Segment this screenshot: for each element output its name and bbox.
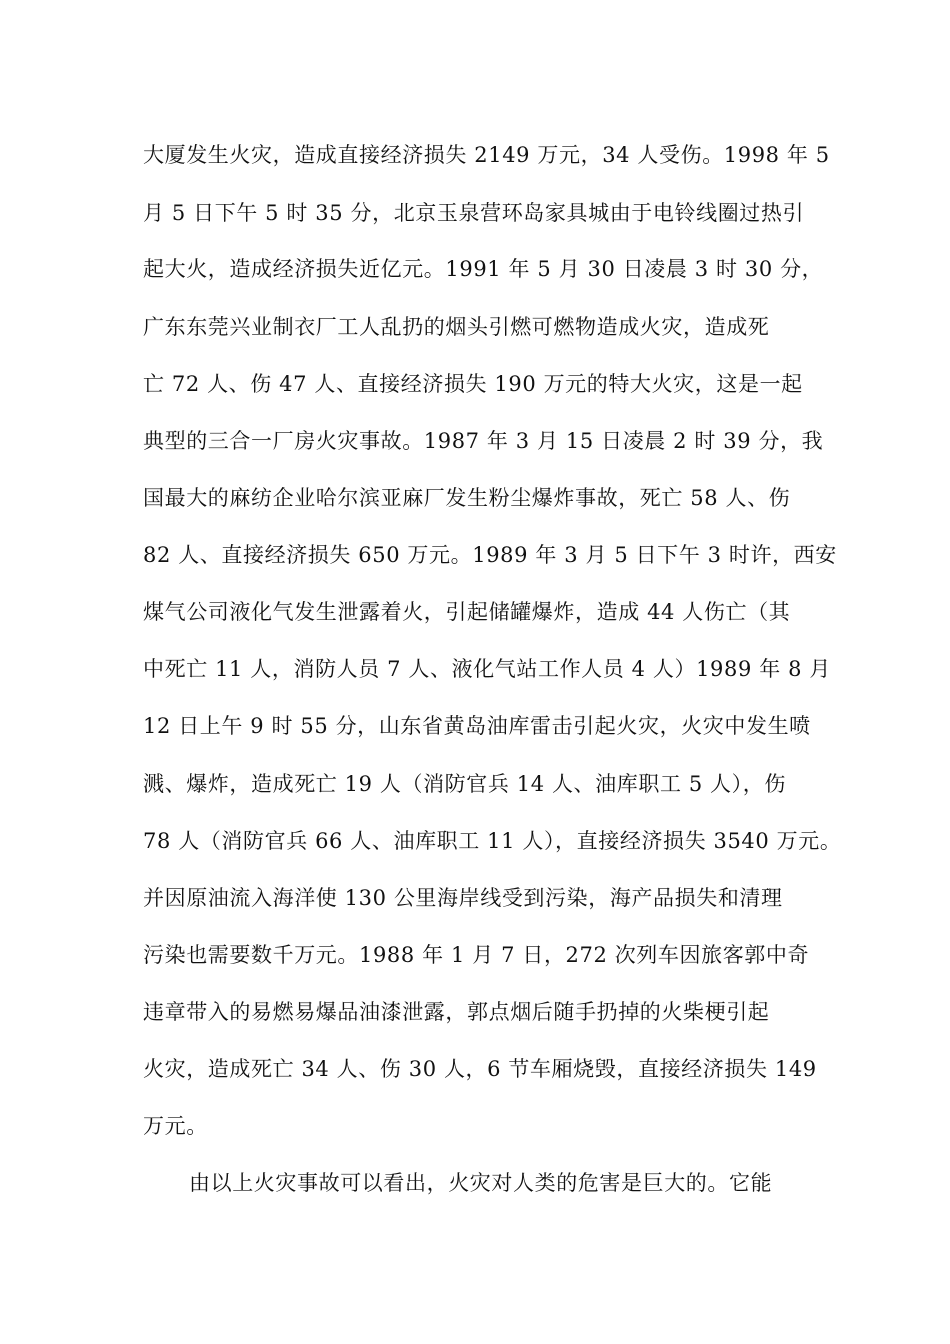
- text-line: 起大火，造成经济损失近亿元。1991 年 5 月 30 日凌晨 3 时 30 分，: [143, 257, 824, 281]
- text-line: 污染也需要数千万元。1988 年 1 月 7 日，272 次列车因旅客郭中奇: [143, 943, 810, 967]
- text-line: 并因原油流入海洋使 130 公里海岸线受到污染，海产品损失和清理: [143, 886, 783, 910]
- text-line: 溅、爆炸，造成死亡 19 人（消防官兵 14 人、油库职工 5 人），伤: [143, 772, 786, 796]
- text-line: 亡 72 人、伤 47 人、直接经济损失 190 万元的特大火灾，这是一起: [143, 372, 803, 396]
- text-line: 12 日上午 9 时 55 分，山东省黄岛油库雷击引起火灾，火灾中发生喷: [143, 714, 811, 738]
- text-line: 大厦发生火灾，造成直接经济损失 2149 万元，34 人受伤。1998 年 5: [143, 143, 830, 167]
- text-line: 由以上火灾事故可以看出，火灾对人类的危害是巨大的。它能: [189, 1171, 773, 1195]
- text-line: 违章带入的易燃易爆品油漆泄露，郭点烟后随手扔掉的火柴梗引起: [143, 1000, 770, 1024]
- text-line: 月 5 日下午 5 时 35 分，北京玉泉营环岛家具城由于电铃线圈过热引: [143, 201, 805, 225]
- text-line: 82 人、直接经济损失 650 万元。1989 年 3 月 5 日下午 3 时许，西安: [143, 543, 837, 567]
- text-line: 典型的三合一厂房火灾事故。1987 年 3 月 15 日凌晨 2 时 39 分，我: [143, 429, 824, 453]
- text-line: 国最大的麻纺企业哈尔滨亚麻厂发生粉尘爆炸事故，死亡 58 人、伤: [143, 486, 791, 510]
- text-line: 万元。: [143, 1114, 208, 1138]
- text-line: 广东东莞兴业制衣厂工人乱扔的烟头引燃可燃物造成火灾，造成死: [143, 315, 770, 339]
- text-line: 火灾，造成死亡 34 人、伤 30 人，6 节车厢烧毁，直接经济损失 149: [143, 1057, 817, 1081]
- text-line: 中死亡 11 人，消防人员 7 人、液化气站工作人员 4 人）1989 年 8 月: [143, 657, 831, 681]
- text-line: 78 人（消防官兵 66 人、油库职工 11 人），直接经济损失 3540 万元。: [143, 829, 842, 853]
- text-line: 煤气公司液化气发生泄露着火，引起储罐爆炸，造成 44 人伤亡（其: [143, 600, 791, 624]
